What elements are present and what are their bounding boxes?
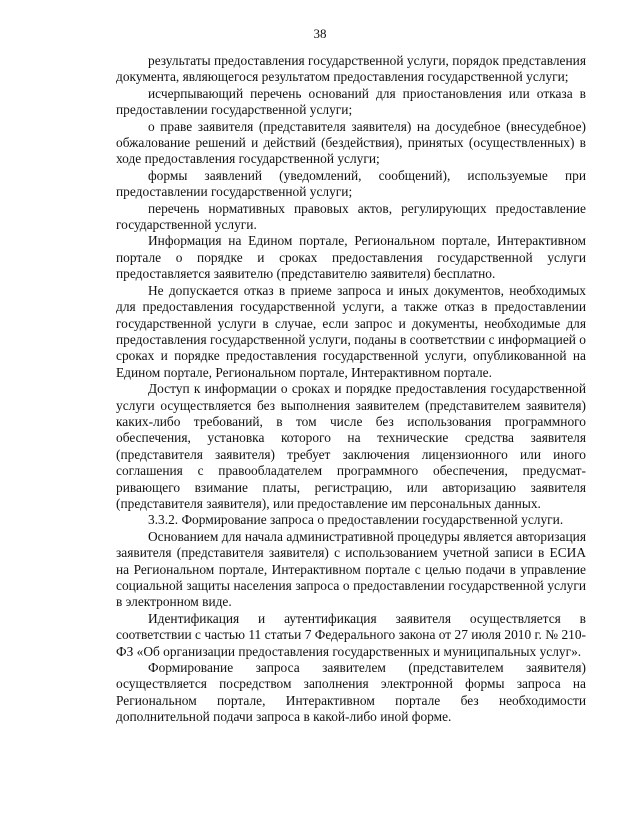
paragraph-appeal-right-list-item: о праве заявителя (представителя заявителя) на досудебное (внесудебное) обжалование решений и действий (бездействия), принятых (осуществленных) в ходе предоставления государственной услуги; (116, 118, 586, 167)
paragraph-forms-list-item: формы заявлений (уведомлений, сообщений), используемые при предоставлении государственной услуги; (116, 167, 586, 200)
paragraph-identification: Идентификация и аутентификация заявителя осуществляется в соответствии с частью 11 статьи 7 Федерального закона от 27 июля 2010 г. № 210-ФЗ «Об организации предоставления государственных и муниципальных услуг». (116, 610, 586, 659)
body-text (116, 53, 586, 726)
paragraph-refusal-grounds-list-item: исчерпывающий перечень оснований для приостановления или отказа в предоставлении государственной услуги; (116, 85, 586, 118)
paragraph-access-to-information: Доступ к информации о сроках и порядке предоставления государственной услуги осуществляется без выполнения заявителем (представителем заявителя) каких-либо требований, в том числе без использования программного обеспечения, установка которого на технические средства заявителя (представителя заявителя) требует заключения лицензионного или иного соглашения с правообладателем программного обеспечения, предусмат-ривающего взимание платы, регистрацию, или авторизацию заявителя (представителя заявителя), или предоставление им персональных данных. (116, 381, 586, 511)
page-number: 38 (313, 26, 327, 41)
section-heading-3-3-2: 3.3.2. Формирование запроса о предоставлении государственной услуги. (148, 512, 564, 528)
paragraph-legal-acts-list-item: перечень нормативных правовых актов, регулирующих предоставление государственной услуги. (116, 200, 586, 233)
paragraph-free-information: Информация на Едином портале, Региональном портале, Интерактивном портале о порядке и сроках предоставления государственной услуги предоставляется заявителю (представителю заявителя) бесплатно. (116, 233, 586, 282)
paragraph-no-refusal: Не допускается отказ в приеме запроса и иных документов, необходимых для предоставления государственной услуги, а также отказ в предоставлении государственной услуги в случае, если запрос и документы, необходимые для предоставления государственной услуги, поданы в соответствии с информацией о сроках и порядке предоставления государственной услуги, опубликованной на Едином портале, Региональном портале, Интерактивном портале. (116, 282, 586, 380)
paragraph-results-list-item: результаты предоставления государственной услуги, порядок представления документа, являющегося результатом предоставления государственной услуги; (116, 53, 586, 85)
paragraph-procedure-basis: Основанием для начала административной процедуры является авторизация заявителя (представителя заявителя) с использованием учетной записи в ЕСИА на Региональном портале, Интерактивном портале с целью подачи в управление социальной защиты населения запроса о предоставлении государственной услуги в электронном виде. (116, 528, 586, 610)
paragraph-request-forming: Формирование запроса заявителем (представителем заявителя) осуществляется посредством заполнения электронной формы запроса на Региональном портале, Интерактивном портале без необходимости дополнительной подачи запроса в какой-либо иной форме. (116, 660, 586, 725)
